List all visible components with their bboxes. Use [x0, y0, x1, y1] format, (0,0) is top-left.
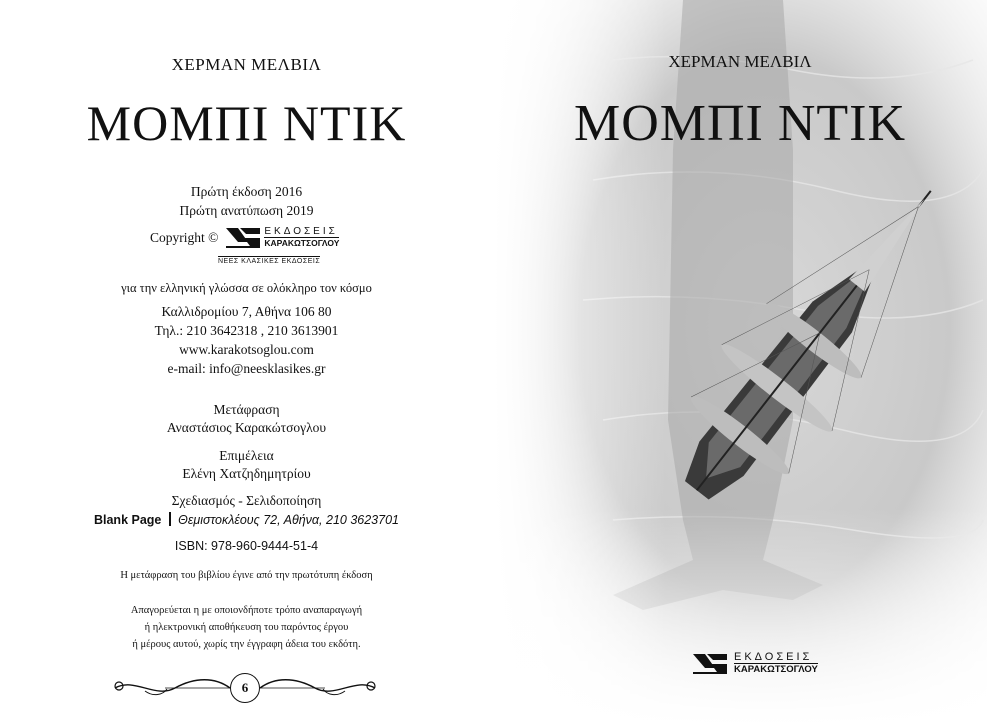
publisher-tagline: ΝΕΕΣ ΚΛΑΣΙΚΕΣ ΕΚΔΟΣΕΙΣ — [218, 258, 321, 265]
right-publisher-name-1: ΕΚΔΟΣΕΙΣ — [734, 650, 813, 663]
design-credit — [0, 510, 493, 530]
publisher-logo-icon — [224, 224, 262, 250]
rights-scope: για την ελληνική γλώσσα σε ολόκληρο τον κόσμο — [121, 281, 372, 295]
left-title: ΜΟΜΠΙ ΝΤΙΚ — [86, 95, 407, 151]
translator: Αναστάσιος Καρακώτσογλου — [166, 420, 327, 435]
address: Καλλιδρομίου 7, Αθήνα 106 80 — [161, 304, 332, 319]
design-label: Σχεδιασμός - Σελιδοποίηση — [171, 493, 322, 508]
first-edition: Πρώτη έκδοση 2016 — [190, 184, 303, 199]
email: e-mail: info@neesklasikes.gr — [167, 361, 326, 376]
first-reprint: Πρώτη ανατύπωση 2019 — [179, 203, 314, 218]
right-author: ΧΕΡΜΑΝ ΜΕΛΒΙΛ — [668, 52, 812, 71]
publisher-name-1: ΕΚΔΟΣΕΙΣ — [264, 225, 338, 237]
translation-label: Μετάφραση — [213, 402, 280, 417]
design-studio: Blank Page — [93, 513, 162, 527]
website: www.karakotsoglou.com — [179, 342, 314, 357]
right-title: ΜΟΜΠΙ ΝΤΙΚ — [573, 95, 907, 152]
copyright-row — [150, 224, 339, 250]
right-publisher-name-2: ΚΑΡΑΚΩΤΣΟΓΛΟΥ — [734, 663, 818, 675]
right-page — [493, 0, 987, 726]
left-author: ΧΕΡΜΑΝ ΜΕΛΒΙΛ — [171, 55, 322, 74]
editing-label: Επιμέλεια — [219, 448, 274, 463]
editor: Ελένη Χατζηδημητρίου — [182, 466, 311, 481]
copyright-text: Copyright © — [150, 229, 219, 245]
divider — [169, 512, 171, 526]
publisher-name-2: ΚΑΡΑΚΩΤΣΟΓΛΟΥ — [264, 237, 340, 248]
legal-line: Απαγορεύεται η με οποιονδήποτε τρόπο αναπαραγωγή — [130, 605, 363, 616]
translation-note: Η μετάφραση του βιβλίου έγινε από την πρωτότυπη έκδοση — [120, 570, 373, 581]
right-publisher-logo — [688, 650, 818, 676]
isbn: ISBN: 978-960-9444-51-4 — [174, 539, 319, 553]
design-address: Θεμιστοκλέους 72, Αθήνα, 210 3623701 — [178, 513, 399, 527]
phone: Τηλ.: 210 3642318 , 210 3613901 — [154, 323, 339, 338]
page-number: 6 — [230, 673, 260, 703]
left-page — [0, 0, 493, 726]
legal-line: ή ηλεκτρονική αποθήκευση του παρόντος έργου — [144, 622, 349, 633]
legal-line: ή μέρους αυτού, χωρίς την έγγραφη άδεια του εκδότη. — [132, 639, 361, 650]
publisher-logo-icon — [688, 650, 732, 676]
